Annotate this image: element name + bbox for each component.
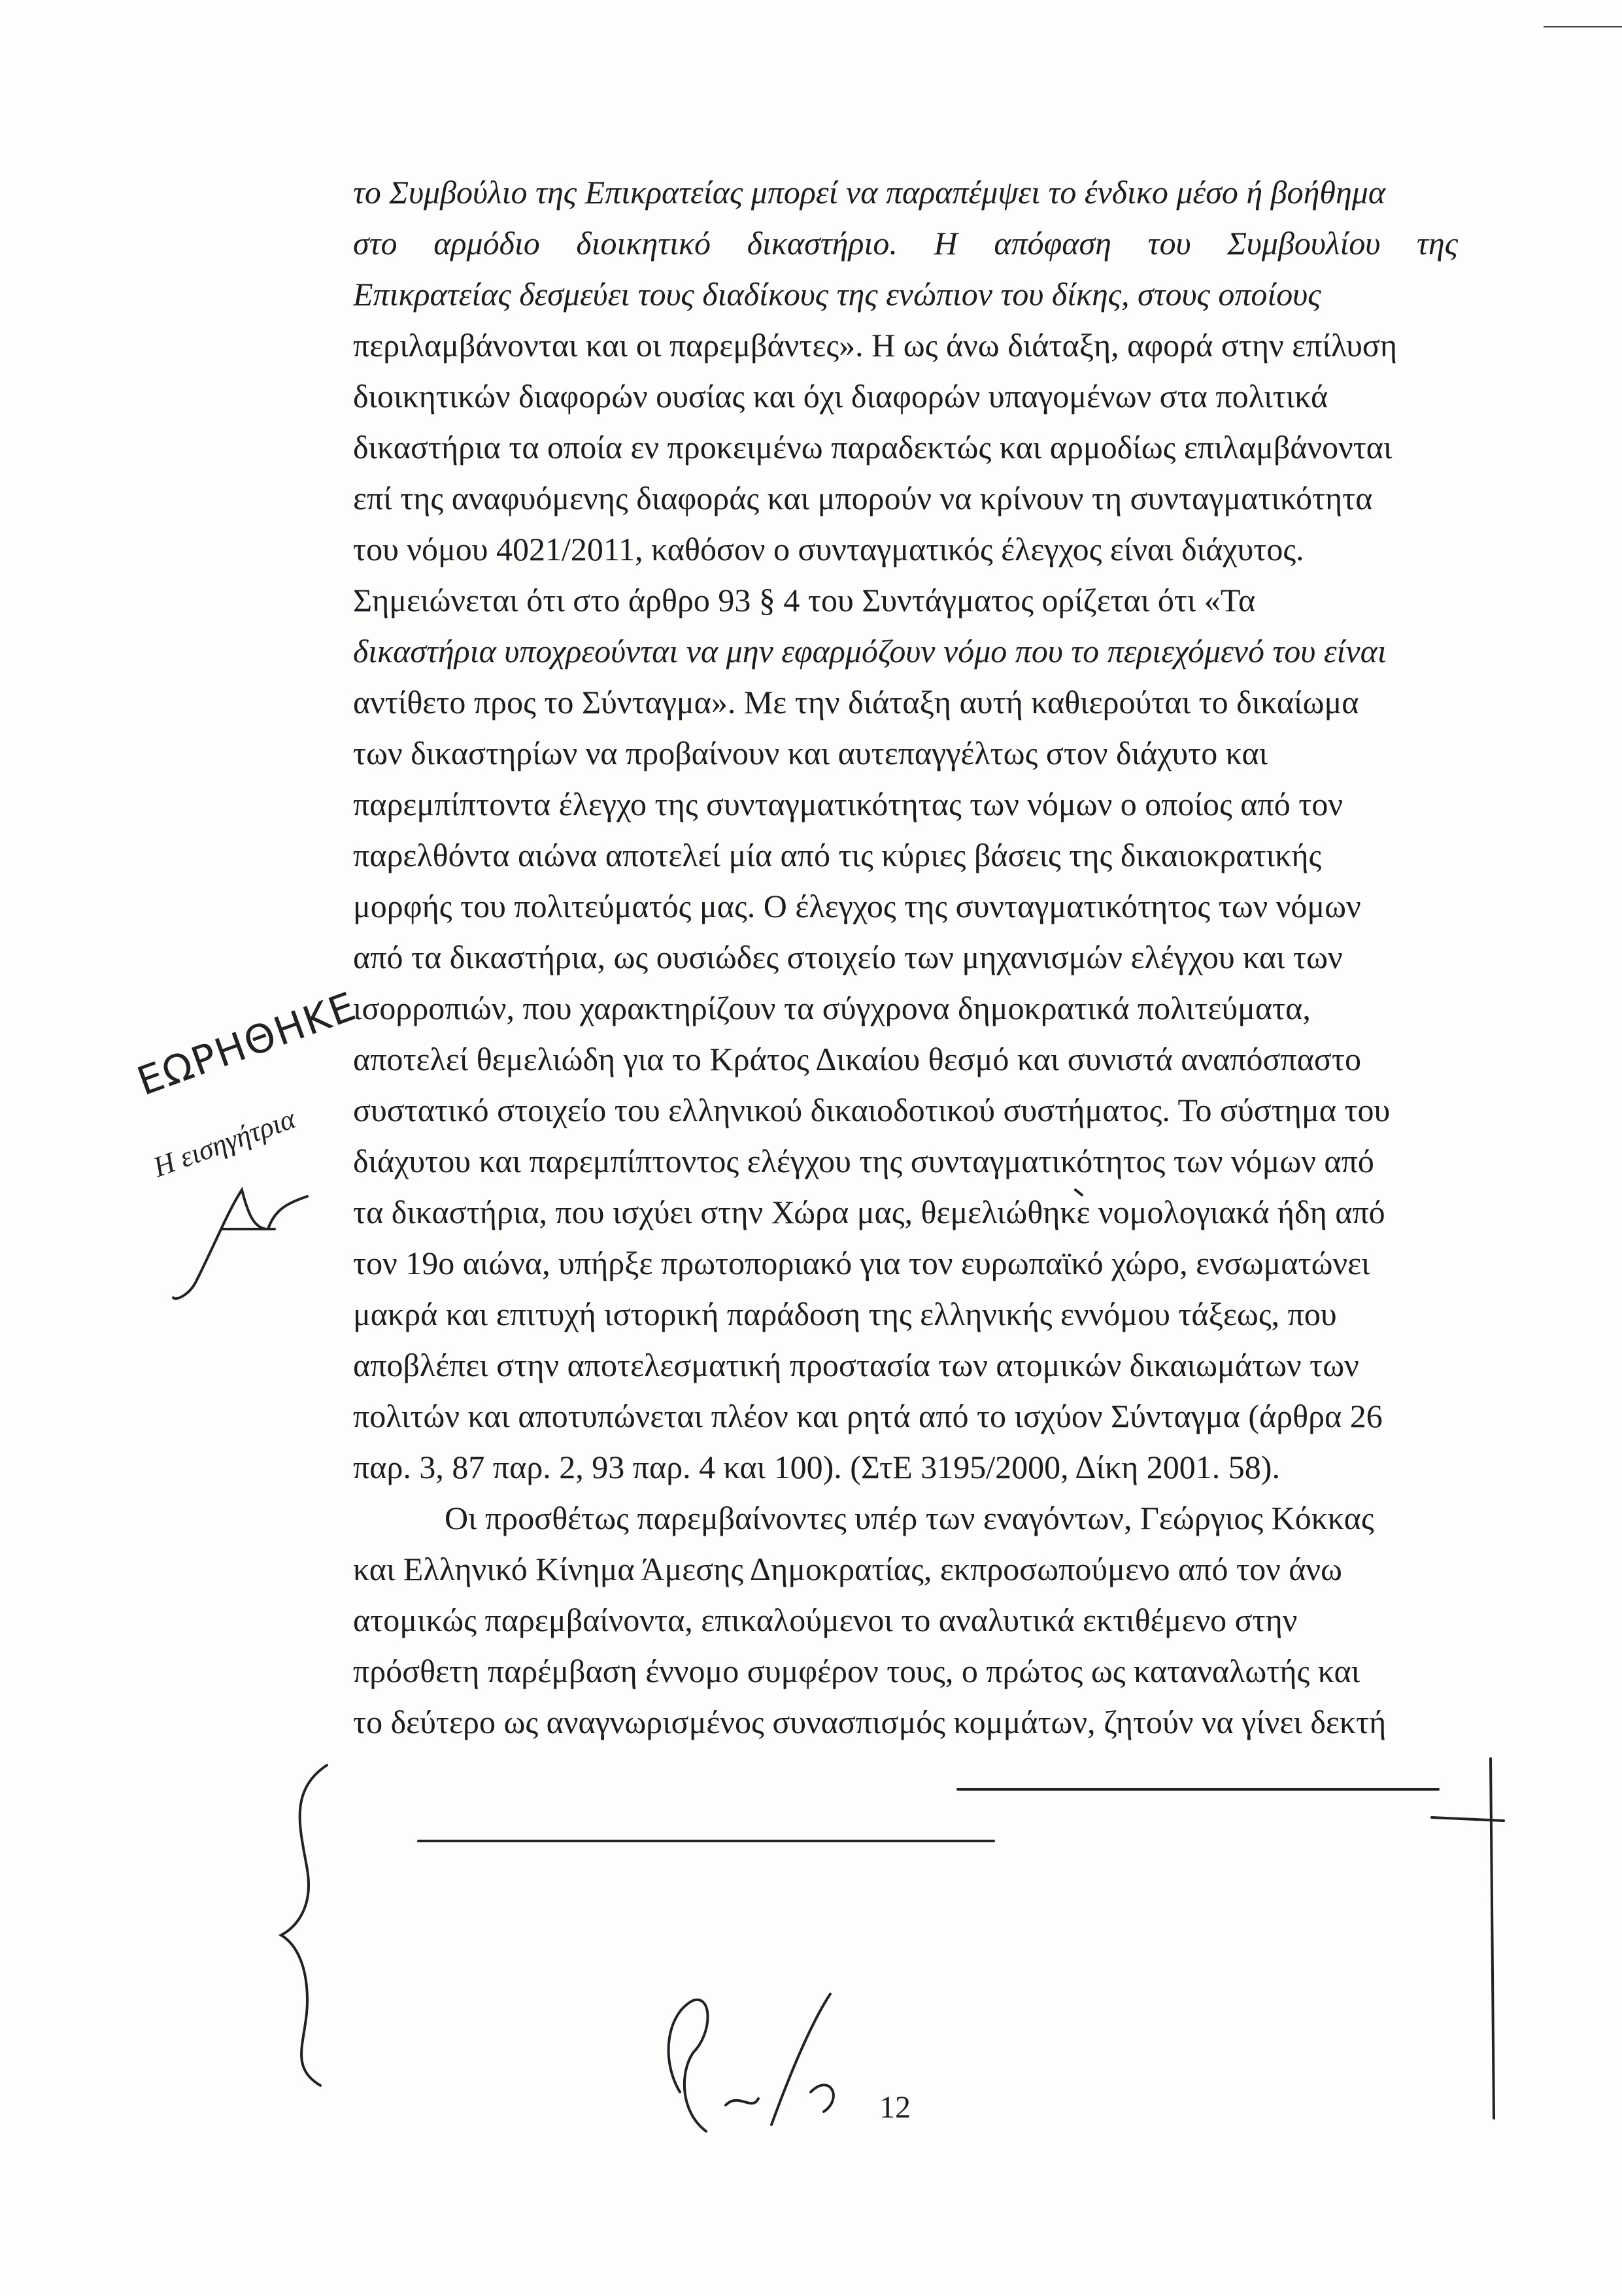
text-line: παρ. 3, 87 παρ. 2, 93 παρ. 4 και 100). (ΣτΕ 3195/2000, Δίκη 2001. 58). xyxy=(353,1449,1280,1485)
text-line: μακρά και επιτυχή ιστορική παράδοση της ελληνικής εννόμου τάξεως, που xyxy=(353,1296,1337,1332)
text-line: τον 19ο αιώνα, υπήρξε πρωτοποριακό για τον ευρωπαϊκό χώρο, ενσωματώνει xyxy=(353,1245,1370,1281)
bullet-mark-icon xyxy=(1075,1190,1082,1195)
text-line: το δεύτερο ως αναγνωρισμένος συνασπισμός κομμάτων, ζητούν να γίνει δεκτή xyxy=(353,1704,1387,1740)
margin-brace-icon xyxy=(281,1765,327,2085)
signature-icon xyxy=(669,1994,834,2131)
text-line: διοικητικών διαφορών ουσίας και όχι διαφορών υπαγομένων στα πολιτικά xyxy=(353,378,1328,414)
text-line: από τα δικαστήρια, ως ουσιώδες στοιχείο των μηχανισμών ελέγχου και των xyxy=(353,939,1343,975)
text-line: ατομικώς παρεμβαίνοντα, επικαλούμενοι το αναλυτικά εκτιθέμενο στην xyxy=(353,1602,1298,1638)
text-line: επί της αναφυόμενης διαφοράς και μπορούν να κρίνουν τη συνταγματικότητα xyxy=(353,480,1373,516)
page-number: 12 xyxy=(879,2090,911,2125)
text-line: ισορροπιών, που χαρακτηρίζουν τα σύγχρονα δημοκρατικά πολιτεύματα, xyxy=(353,990,1311,1026)
text-line: συστατικό στοιχείο του ελληνικού δικαιοδοτικού συστήματος. Το σύστημα του xyxy=(353,1092,1391,1128)
text-line: Επικρατείας δεσμεύει τους διαδίκους της ενώπιον του δίκης, στους οποίους xyxy=(353,276,1321,312)
margin-tick-icon xyxy=(1432,1817,1504,1821)
text-line: παρελθόντα αιώνα αποτελεί μία από τις κύριες βάσεις της δικαιοκρατικής xyxy=(353,837,1322,873)
text-line: των δικαστηρίων να προβαίνουν και αυτεπαγγέλτως στον διάχυτο και xyxy=(353,735,1268,771)
text-line: Οι προσθέτως παρεμβαίνοντες υπέρ των εναγόντων, Γεώργιος Κόκκας xyxy=(445,1500,1374,1536)
text-line: δικαστήρια τα οποία εν προκειμένω παραδεκτώς και αρμοδίως επιλαμβάνονται xyxy=(353,429,1393,465)
text-line: δικαστήρια υποχρεούνται να μην εφαρμόζουν νόμο που το περιεχόμενό του είναι xyxy=(353,633,1387,669)
text-line: και Ελληνικό Κίνημα Άμεσης Δημοκρατίας, εκπροσωπούμενο από τον άνω xyxy=(353,1551,1342,1587)
text-line: τα δικαστήρια, που ισχύει στην Χώρα μας, θεμελιώθηκε νομολογιακά ήδη από xyxy=(353,1194,1385,1230)
text-line: μορφής του πολιτεύματός μας. Ο έλεγχος της συνταγματικότητος των νόμων xyxy=(353,888,1361,924)
text-line: διάχυτου και παρεμπίπτοντος ελέγχου της συνταγματικότητος των νόμων από xyxy=(353,1143,1374,1179)
stamp-text: ΕΩΡΗΘΗΚΕ xyxy=(131,983,363,1105)
text-line: στο αρμόδιο διοικητικό δικαστήριο. Η απόφαση του Συμβουλίου της xyxy=(353,225,1458,262)
text-line: αποτελεί θεμελιώδη για το Κράτος Δικαίου θεσμό και συνιστά αναπόσπαστο xyxy=(353,1041,1361,1077)
text-line: του νόμου 4021/2011, καθόσον ο συνταγματικός έλεγχος είναι διάχυτος. xyxy=(353,531,1304,567)
margin-vline-icon xyxy=(1491,1759,1494,2118)
text-line: περιλαμβάνονται και οι παρεμβάντες». Η ως άνω διάταξη, αφορά στην επίλυση xyxy=(353,327,1398,363)
text-line: το Συμβούλιο της Επικρατείας μπορεί να παραπέμψει το ένδικο μέσο ή βοήθημα xyxy=(353,174,1386,211)
text-line: πολιτών και αποτυπώνεται πλέον και ρητά από το ισχύον Σύνταγμα (άρθρα 26 xyxy=(353,1398,1383,1434)
text-line: Σημειώνεται ότι στο άρθρο 93 § 4 του Συντάγματος ορίζεται ότι «Τα xyxy=(353,582,1256,618)
stamp-subtext: Η εισηγήτρια xyxy=(148,1102,300,1184)
text-line: αποβλέπει στην αποτελεσματική προστασία των ατομικών δικαιωμάτων των xyxy=(353,1347,1359,1383)
text-line: αντίθετο προς το Σύνταγμα». Με την διάταξη αυτή καθιερούται το δικαίωμα xyxy=(353,684,1359,720)
text-line: παρεμπίπτοντα έλεγχο της συνταγματικότητας των νόμων ο οποίος από τον xyxy=(353,786,1343,822)
text-line: πρόσθετη παρέμβαση έννομο συμφέρον τους, ο πρώτος ως καταναλωτής και xyxy=(353,1653,1360,1689)
margin-initials-icon xyxy=(173,1190,307,1298)
